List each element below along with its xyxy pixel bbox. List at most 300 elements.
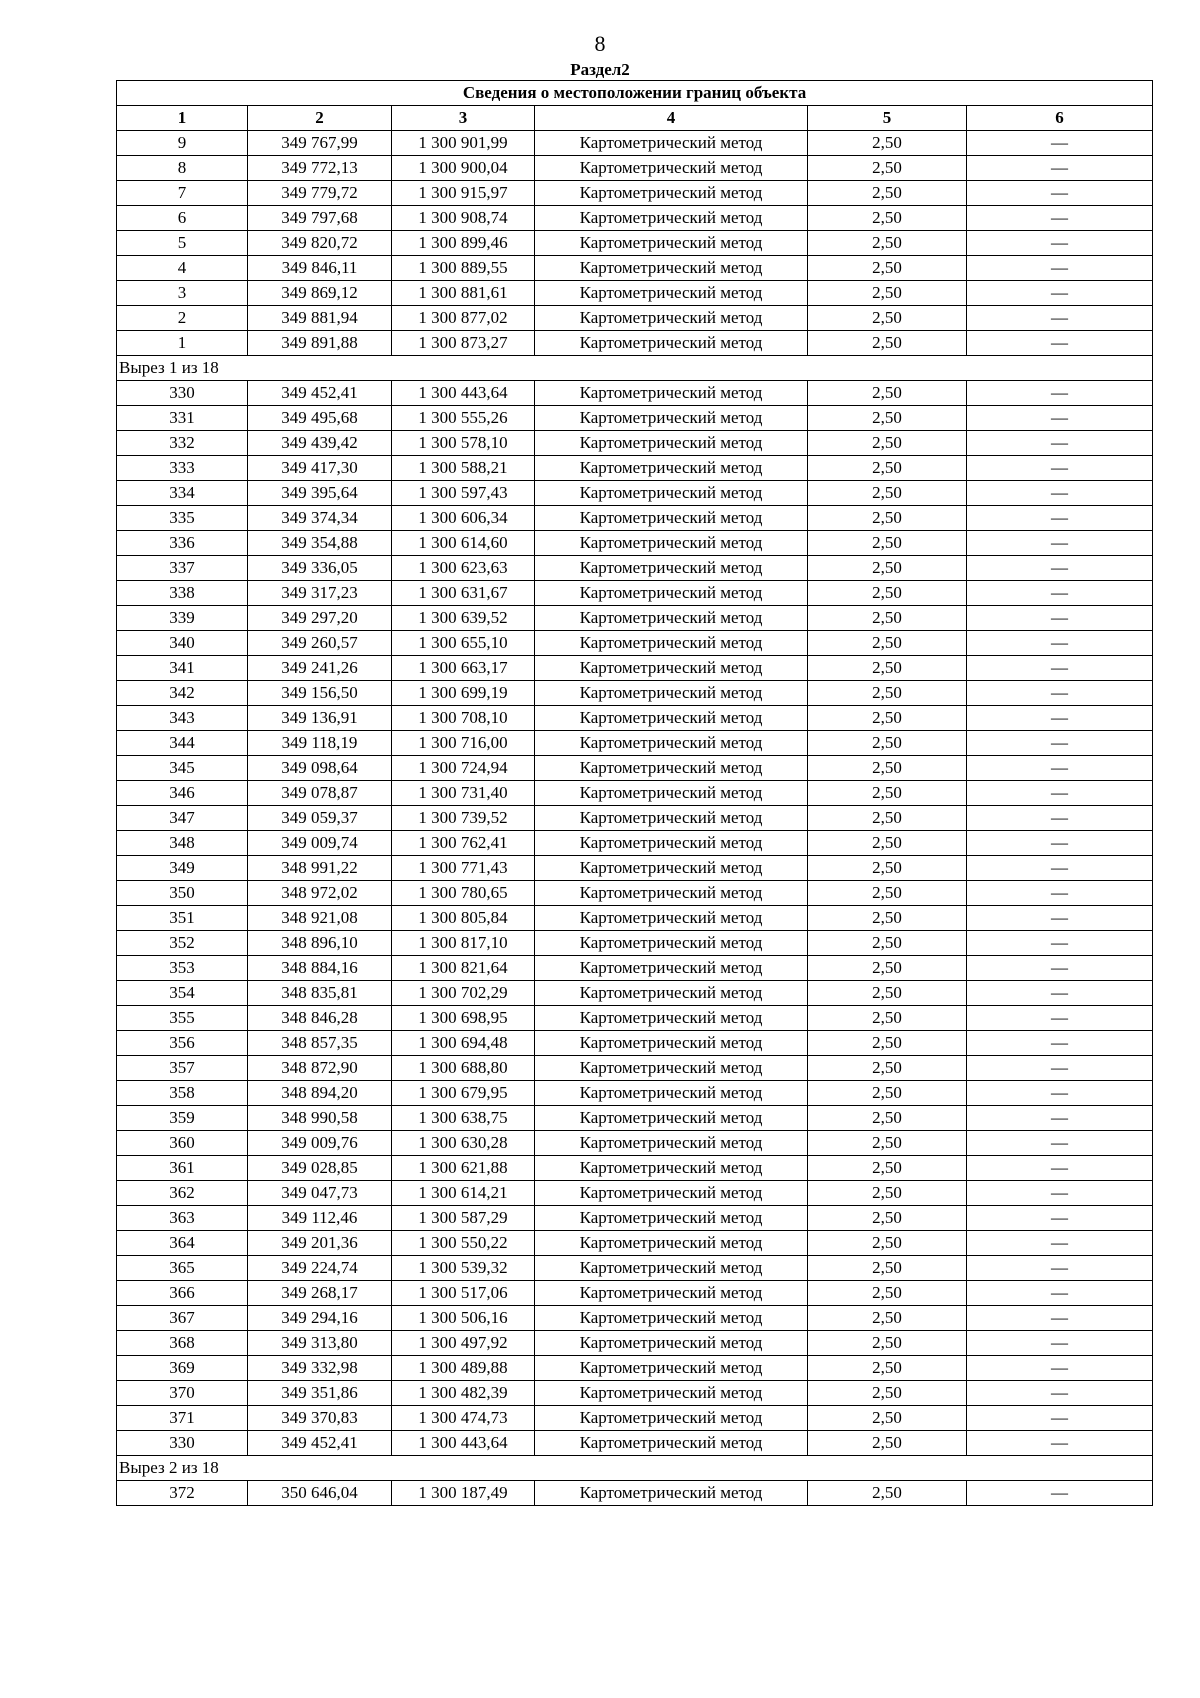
description-cell: — (967, 731, 1153, 756)
point-number-cell: 360 (117, 1131, 248, 1156)
method-cell: Картометрический метод (535, 1106, 808, 1131)
y-coordinate-cell: 1 300 614,60 (392, 531, 535, 556)
description-cell: — (967, 781, 1153, 806)
y-coordinate-cell: 1 300 655,10 (392, 631, 535, 656)
x-coordinate-cell: 349 881,94 (248, 306, 392, 331)
description-cell: — (967, 606, 1153, 631)
point-number-cell: 3 (117, 281, 248, 306)
table-row (117, 131, 1153, 156)
point-number-cell: 339 (117, 606, 248, 631)
table-row (117, 1281, 1153, 1306)
description-cell: — (967, 856, 1153, 881)
point-number-cell: 352 (117, 931, 248, 956)
method-cell: Картометрический метод (535, 981, 808, 1006)
description-cell: — (967, 431, 1153, 456)
method-cell: Картометрический метод (535, 131, 808, 156)
y-coordinate-cell: 1 300 443,64 (392, 381, 535, 406)
method-cell: Картометрический метод (535, 556, 808, 581)
x-coordinate-cell: 349 439,42 (248, 431, 392, 456)
point-number-cell: 351 (117, 906, 248, 931)
table-row (117, 1431, 1153, 1456)
y-coordinate-cell: 1 300 597,43 (392, 481, 535, 506)
table-row (117, 1306, 1153, 1331)
accuracy-cell: 2,50 (808, 506, 967, 531)
x-coordinate-cell: 349 869,12 (248, 281, 392, 306)
accuracy-cell: 2,50 (808, 331, 967, 356)
point-number-cell: 356 (117, 1031, 248, 1056)
y-coordinate-cell: 1 300 539,32 (392, 1256, 535, 1281)
method-cell: Картометрический метод (535, 381, 808, 406)
y-coordinate-cell: 1 300 699,19 (392, 681, 535, 706)
y-coordinate-cell: 1 300 587,29 (392, 1206, 535, 1231)
x-coordinate-cell: 349 797,68 (248, 206, 392, 231)
accuracy-cell: 2,50 (808, 831, 967, 856)
column-header: 3 (392, 106, 535, 131)
table-row (117, 631, 1153, 656)
x-coordinate-cell: 349 118,19 (248, 731, 392, 756)
point-number-cell: 366 (117, 1281, 248, 1306)
table-row (117, 381, 1153, 406)
table-caption: Сведения о местоположении границ объекта (117, 81, 1153, 106)
y-coordinate-cell: 1 300 821,64 (392, 956, 535, 981)
description-cell: — (967, 506, 1153, 531)
table-row (117, 431, 1153, 456)
description-cell: — (967, 1306, 1153, 1331)
x-coordinate-cell: 349 268,17 (248, 1281, 392, 1306)
point-number-cell: 370 (117, 1381, 248, 1406)
x-coordinate-cell: 349 354,88 (248, 531, 392, 556)
y-coordinate-cell: 1 300 639,52 (392, 606, 535, 631)
point-number-cell: 348 (117, 831, 248, 856)
x-coordinate-cell: 349 336,05 (248, 556, 392, 581)
accuracy-cell: 2,50 (808, 1481, 967, 1506)
accuracy-cell: 2,50 (808, 456, 967, 481)
accuracy-cell: 2,50 (808, 781, 967, 806)
accuracy-cell: 2,50 (808, 631, 967, 656)
x-coordinate-cell: 349 098,64 (248, 756, 392, 781)
accuracy-cell: 2,50 (808, 1006, 967, 1031)
method-cell: Картометрический метод (535, 181, 808, 206)
table-row (117, 656, 1153, 681)
y-coordinate-cell: 1 300 474,73 (392, 1406, 535, 1431)
point-number-cell: 363 (117, 1206, 248, 1231)
description-cell: — (967, 1056, 1153, 1081)
accuracy-cell: 2,50 (808, 656, 967, 681)
method-cell: Картометрический метод (535, 456, 808, 481)
y-coordinate-cell: 1 300 550,22 (392, 1231, 535, 1256)
x-coordinate-cell: 349 047,73 (248, 1181, 392, 1206)
table-row (117, 1256, 1153, 1281)
point-number-cell: 7 (117, 181, 248, 206)
y-coordinate-cell: 1 300 631,67 (392, 581, 535, 606)
x-coordinate-cell: 348 896,10 (248, 931, 392, 956)
x-coordinate-cell: 349 313,80 (248, 1331, 392, 1356)
y-coordinate-cell: 1 300 517,06 (392, 1281, 535, 1306)
boundary-coordinates-table (116, 80, 1153, 1506)
table-row (117, 206, 1153, 231)
accuracy-cell: 2,50 (808, 1081, 967, 1106)
y-coordinate-cell: 1 300 630,28 (392, 1131, 535, 1156)
table-row (117, 181, 1153, 206)
y-coordinate-cell: 1 300 688,80 (392, 1056, 535, 1081)
method-cell: Картометрический метод (535, 606, 808, 631)
accuracy-cell: 2,50 (808, 156, 967, 181)
y-coordinate-cell: 1 300 762,41 (392, 831, 535, 856)
x-coordinate-cell: 349 317,23 (248, 581, 392, 606)
method-cell: Картометрический метод (535, 1231, 808, 1256)
description-cell: — (967, 831, 1153, 856)
accuracy-cell: 2,50 (808, 556, 967, 581)
accuracy-cell: 2,50 (808, 731, 967, 756)
table-row (117, 906, 1153, 931)
description-cell: — (967, 931, 1153, 956)
accuracy-cell: 2,50 (808, 906, 967, 931)
method-cell: Картометрический метод (535, 256, 808, 281)
x-coordinate-cell: 349 028,85 (248, 1156, 392, 1181)
point-number-cell: 332 (117, 431, 248, 456)
description-cell: — (967, 331, 1153, 356)
description-cell: — (967, 531, 1153, 556)
point-number-cell: 361 (117, 1156, 248, 1181)
description-cell: — (967, 131, 1153, 156)
accuracy-cell: 2,50 (808, 481, 967, 506)
method-cell: Картометрический метод (535, 281, 808, 306)
x-coordinate-cell: 349 452,41 (248, 381, 392, 406)
x-coordinate-cell: 349 201,36 (248, 1231, 392, 1256)
x-coordinate-cell: 348 991,22 (248, 856, 392, 881)
table-row (117, 1206, 1153, 1231)
table-row (117, 1056, 1153, 1081)
table-row (117, 1156, 1153, 1181)
table-row (117, 1231, 1153, 1256)
method-cell: Картометрический метод (535, 656, 808, 681)
point-number-cell: 336 (117, 531, 248, 556)
point-number-cell: 333 (117, 456, 248, 481)
table-row (117, 531, 1153, 556)
method-cell: Картометрический метод (535, 781, 808, 806)
point-number-cell: 343 (117, 706, 248, 731)
method-cell: Картометрический метод (535, 1306, 808, 1331)
description-cell: — (967, 1156, 1153, 1181)
column-header: 6 (967, 106, 1153, 131)
x-coordinate-cell: 348 884,16 (248, 956, 392, 981)
table-row (117, 456, 1153, 481)
point-number-cell: 330 (117, 1431, 248, 1456)
y-coordinate-cell: 1 300 805,84 (392, 906, 535, 931)
description-cell: — (967, 181, 1153, 206)
accuracy-cell: 2,50 (808, 681, 967, 706)
description-cell: — (967, 681, 1153, 706)
x-coordinate-cell: 348 846,28 (248, 1006, 392, 1031)
table-row (117, 506, 1153, 531)
table-row (117, 1106, 1153, 1131)
description-cell: — (967, 1406, 1153, 1431)
x-coordinate-cell: 349 417,30 (248, 456, 392, 481)
description-cell: — (967, 1256, 1153, 1281)
x-coordinate-cell: 349 136,91 (248, 706, 392, 731)
method-cell: Картометрический метод (535, 531, 808, 556)
description-cell: — (967, 1331, 1153, 1356)
accuracy-cell: 2,50 (808, 581, 967, 606)
accuracy-cell: 2,50 (808, 431, 967, 456)
point-number-cell: 354 (117, 981, 248, 1006)
y-coordinate-cell: 1 300 489,88 (392, 1356, 535, 1381)
x-coordinate-cell: 349 294,16 (248, 1306, 392, 1331)
x-coordinate-cell: 349 009,76 (248, 1131, 392, 1156)
method-cell: Картометрический метод (535, 1331, 808, 1356)
description-cell: — (967, 1356, 1153, 1381)
point-number-cell: 355 (117, 1006, 248, 1031)
y-coordinate-cell: 1 300 694,48 (392, 1031, 535, 1056)
method-cell: Картометрический метод (535, 1156, 808, 1181)
description-cell: — (967, 631, 1153, 656)
description-cell: — (967, 881, 1153, 906)
method-cell: Картометрический метод (535, 231, 808, 256)
description-cell: — (967, 156, 1153, 181)
table-row (117, 606, 1153, 631)
description-cell: — (967, 381, 1153, 406)
table-row (117, 581, 1153, 606)
method-cell: Картометрический метод (535, 1206, 808, 1231)
y-coordinate-cell: 1 300 621,88 (392, 1156, 535, 1181)
accuracy-cell: 2,50 (808, 1206, 967, 1231)
table-row (117, 706, 1153, 731)
description-cell: — (967, 1031, 1153, 1056)
point-number-cell: 331 (117, 406, 248, 431)
y-coordinate-cell: 1 300 614,21 (392, 1181, 535, 1206)
accuracy-cell: 2,50 (808, 1331, 967, 1356)
method-cell: Картометрический метод (535, 1081, 808, 1106)
description-cell: — (967, 656, 1153, 681)
accuracy-cell: 2,50 (808, 281, 967, 306)
description-cell: — (967, 1431, 1153, 1456)
section-row (117, 356, 1153, 381)
method-cell: Картометрический метод (535, 306, 808, 331)
section-title: Раздел2 (570, 60, 630, 79)
method-cell: Картометрический метод (535, 1406, 808, 1431)
method-cell: Картометрический метод (535, 806, 808, 831)
column-header: 2 (248, 106, 392, 131)
point-number-cell: 330 (117, 381, 248, 406)
y-coordinate-cell: 1 300 623,63 (392, 556, 535, 581)
point-number-cell: 337 (117, 556, 248, 581)
x-coordinate-cell: 349 224,74 (248, 1256, 392, 1281)
y-coordinate-cell: 1 300 698,95 (392, 1006, 535, 1031)
page-number: 8 (594, 31, 606, 56)
point-number-cell: 357 (117, 1056, 248, 1081)
table-row (117, 306, 1153, 331)
method-cell: Картометрический метод (535, 1281, 808, 1306)
description-cell: — (967, 1481, 1153, 1506)
y-coordinate-cell: 1 300 877,02 (392, 306, 535, 331)
table-row (117, 1481, 1153, 1506)
accuracy-cell: 2,50 (808, 706, 967, 731)
table-row (117, 556, 1153, 581)
description-cell: — (967, 1181, 1153, 1206)
method-cell: Картометрический метод (535, 1031, 808, 1056)
x-coordinate-cell: 349 332,98 (248, 1356, 392, 1381)
column-header: 5 (808, 106, 967, 131)
table-row (117, 1031, 1153, 1056)
point-number-cell: 358 (117, 1081, 248, 1106)
y-coordinate-cell: 1 300 817,10 (392, 931, 535, 956)
x-coordinate-cell: 349 891,88 (248, 331, 392, 356)
point-number-cell: 367 (117, 1306, 248, 1331)
description-cell: — (967, 706, 1153, 731)
method-cell: Картометрический метод (535, 1431, 808, 1456)
table-row (117, 931, 1153, 956)
table-row (117, 881, 1153, 906)
point-number-cell: 372 (117, 1481, 248, 1506)
accuracy-cell: 2,50 (808, 931, 967, 956)
description-cell: — (967, 1106, 1153, 1131)
point-number-cell: 369 (117, 1356, 248, 1381)
description-cell: — (967, 906, 1153, 931)
y-coordinate-cell: 1 300 908,74 (392, 206, 535, 231)
method-cell: Картометрический метод (535, 756, 808, 781)
y-coordinate-cell: 1 300 497,92 (392, 1331, 535, 1356)
accuracy-cell: 2,50 (808, 181, 967, 206)
method-cell: Картометрический метод (535, 331, 808, 356)
method-cell: Картометрический метод (535, 156, 808, 181)
point-number-cell: 368 (117, 1331, 248, 1356)
x-coordinate-cell: 348 972,02 (248, 881, 392, 906)
x-coordinate-cell: 348 894,20 (248, 1081, 392, 1106)
y-coordinate-cell: 1 300 506,16 (392, 1306, 535, 1331)
accuracy-cell: 2,50 (808, 1281, 967, 1306)
point-number-cell: 9 (117, 131, 248, 156)
table-row (117, 281, 1153, 306)
method-cell: Картометрический метод (535, 1131, 808, 1156)
accuracy-cell: 2,50 (808, 1056, 967, 1081)
table-row (117, 731, 1153, 756)
point-number-cell: 5 (117, 231, 248, 256)
x-coordinate-cell: 349 820,72 (248, 231, 392, 256)
table-row (117, 781, 1153, 806)
y-coordinate-cell: 1 300 900,04 (392, 156, 535, 181)
point-number-cell: 342 (117, 681, 248, 706)
x-coordinate-cell: 349 156,50 (248, 681, 392, 706)
point-number-cell: 353 (117, 956, 248, 981)
table-row (117, 981, 1153, 1006)
x-coordinate-cell: 349 395,64 (248, 481, 392, 506)
method-cell: Картометрический метод (535, 1356, 808, 1381)
section-row (117, 1456, 1153, 1481)
method-cell: Картометрический метод (535, 1006, 808, 1031)
x-coordinate-cell: 349 059,37 (248, 806, 392, 831)
y-coordinate-cell: 1 300 901,99 (392, 131, 535, 156)
accuracy-cell: 2,50 (808, 881, 967, 906)
point-number-cell: 362 (117, 1181, 248, 1206)
description-cell: — (967, 456, 1153, 481)
point-number-cell: 2 (117, 306, 248, 331)
accuracy-cell: 2,50 (808, 381, 967, 406)
table-row (117, 831, 1153, 856)
method-cell: Картометрический метод (535, 481, 808, 506)
table-row (117, 1381, 1153, 1406)
accuracy-cell: 2,50 (808, 206, 967, 231)
table-row (117, 1356, 1153, 1381)
y-coordinate-cell: 1 300 716,00 (392, 731, 535, 756)
y-coordinate-cell: 1 300 739,52 (392, 806, 535, 831)
accuracy-cell: 2,50 (808, 1106, 967, 1131)
y-coordinate-cell: 1 300 638,75 (392, 1106, 535, 1131)
description-cell: — (967, 756, 1153, 781)
method-cell: Картометрический метод (535, 706, 808, 731)
table-row (117, 681, 1153, 706)
y-coordinate-cell: 1 300 889,55 (392, 256, 535, 281)
description-cell: — (967, 306, 1153, 331)
point-number-cell: 344 (117, 731, 248, 756)
method-cell: Картометрический метод (535, 506, 808, 531)
column-header: 4 (535, 106, 808, 131)
x-coordinate-cell: 348 990,58 (248, 1106, 392, 1131)
table-row (117, 256, 1153, 281)
x-coordinate-cell: 349 009,74 (248, 831, 392, 856)
point-number-cell: 6 (117, 206, 248, 231)
y-coordinate-cell: 1 300 443,64 (392, 1431, 535, 1456)
description-cell: — (967, 1006, 1153, 1031)
table-row (117, 856, 1153, 881)
accuracy-cell: 2,50 (808, 1406, 967, 1431)
x-coordinate-cell: 349 260,57 (248, 631, 392, 656)
x-coordinate-cell: 348 921,08 (248, 906, 392, 931)
description-cell: — (967, 1131, 1153, 1156)
x-coordinate-cell: 349 078,87 (248, 781, 392, 806)
point-number-cell: 371 (117, 1406, 248, 1431)
accuracy-cell: 2,50 (808, 956, 967, 981)
table-row (117, 756, 1153, 781)
table-row (117, 1006, 1153, 1031)
y-coordinate-cell: 1 300 555,26 (392, 406, 535, 431)
accuracy-cell: 2,50 (808, 1356, 967, 1381)
method-cell: Картометрический метод (535, 406, 808, 431)
y-coordinate-cell: 1 300 731,40 (392, 781, 535, 806)
y-coordinate-cell: 1 300 873,27 (392, 331, 535, 356)
y-coordinate-cell: 1 300 588,21 (392, 456, 535, 481)
method-cell: Картометрический метод (535, 1181, 808, 1206)
section-label: Вырез 1 из 18 (117, 356, 1153, 381)
y-coordinate-cell: 1 300 915,97 (392, 181, 535, 206)
method-cell: Картометрический метод (535, 1381, 808, 1406)
column-header: 1 (117, 106, 248, 131)
accuracy-cell: 2,50 (808, 256, 967, 281)
method-cell: Картометрический метод (535, 956, 808, 981)
accuracy-cell: 2,50 (808, 231, 967, 256)
point-number-cell: 341 (117, 656, 248, 681)
method-cell: Картометрический метод (535, 831, 808, 856)
description-cell: — (967, 481, 1153, 506)
accuracy-cell: 2,50 (808, 981, 967, 1006)
y-coordinate-cell: 1 300 578,10 (392, 431, 535, 456)
point-number-cell: 359 (117, 1106, 248, 1131)
table-row (117, 231, 1153, 256)
table-row (117, 1181, 1153, 1206)
table-row (117, 1131, 1153, 1156)
method-cell: Картометрический метод (535, 581, 808, 606)
description-cell: — (967, 806, 1153, 831)
table-row (117, 156, 1153, 181)
x-coordinate-cell: 348 857,35 (248, 1031, 392, 1056)
description-cell: — (967, 206, 1153, 231)
point-number-cell: 349 (117, 856, 248, 881)
point-number-cell: 340 (117, 631, 248, 656)
description-cell: — (967, 281, 1153, 306)
accuracy-cell: 2,50 (808, 531, 967, 556)
description-cell: — (967, 556, 1153, 581)
accuracy-cell: 2,50 (808, 1131, 967, 1156)
accuracy-cell: 2,50 (808, 1231, 967, 1256)
